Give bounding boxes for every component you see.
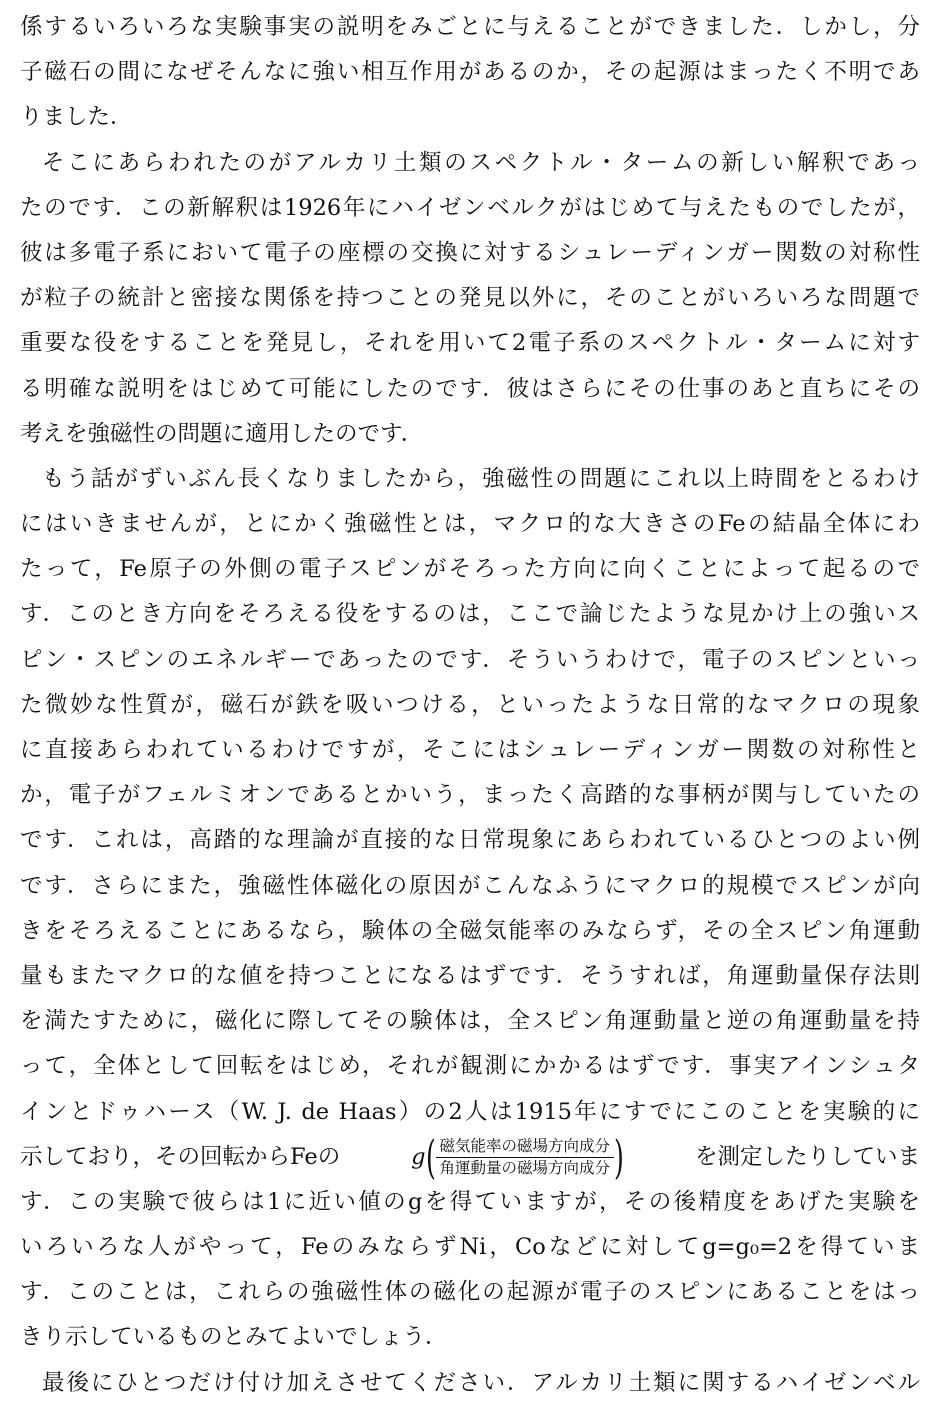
text-line: ピン・スピンのエネルギーであったのです．そういうわけで，電子のスピンといっ [20,646,920,673]
text-line: 彼は多電子系において電子の座標の交換に対するシュレーディンガー関数の対称性 [20,239,920,266]
text-line: って，全体として回転をはじめ，それが観測にかかるはずです．事実アインシュタ [20,1053,920,1080]
text-line: 重要な役をすることを発見し，それを用いて2電子系のスペクトル・タームに対す [20,330,920,357]
text-line: 子磁石の間になぜそんなに強い相互作用があるのか，その起源はまったく不明であ [20,59,920,86]
text-line: もう話がずいぶん長くなりましたから，強磁性の問題にこれ以上時間をとるわけ [42,465,920,492]
text-line: たのです．この新解釈は1926年にハイゼンベルクがはじめて与えたものでしたが， [20,194,920,221]
text-line: に直接あらわれているわけですが，そこにはシュレーディンガー関数の対称性と [20,737,920,763]
g-factor-formula [411,1130,624,1185]
text-line: いろいろな人がやって，FeのみならずNi，Coなどに対してg=g₀=2を得ていま [20,1234,920,1261]
document-page [20,0,920,1406]
text-line: です．これは，高踏的な理論が直接的な日常現象にあらわれているひとつのよい例 [20,827,920,854]
text-line: 量もまたマクロ的な値を持つことになるはずです．そうすれば，角運動量保存法則 [20,962,920,989]
formula-line [20,1130,920,1185]
text-line: す．このことは，これらの強磁性体の磁化の起源が電子のスピンにあることをはっ [20,1279,920,1306]
text-line: か，電子がフェルミオンであるとかいう，まったく高踏的な事柄が関与していたの [20,782,920,809]
text-line: 考えを強磁性の問題に適用したのです． [20,420,424,447]
formula-text-before: 示しており，その回転からFeの [20,1143,341,1170]
text-line: す．このとき方向をそろえる役をするのは，ここで論じたような見かけ上の強いス [20,601,920,628]
left-paren: ( [425,1130,436,1185]
text-line: にはいきませんが，とにかく強磁性とは，マクロ的な大きさのFeの結晶全体にわ [20,511,920,538]
text-line: が粒子の統計と密接な関係を持つことの発見以外に，そのことがいろいろな問題で [20,285,920,312]
fraction-numerator: 磁気能率の磁場方向成分 [436,1137,615,1158]
text-line: す．この実験で彼らは1に近い値のgを得ていますが，その後精度をあげた実験を [20,1188,920,1215]
text-line: る明確な説明をはじめて可能にしたのです．彼はさらにその仕事のあと直ちにその [20,375,920,402]
text-line: りました． [20,104,133,131]
formula-text-after: を測定したりしていま [694,1143,920,1170]
text-line: です．さらにまた，強磁性体磁化の原因がこんなふうにマクロ的規模でスピンが向 [20,872,920,899]
fraction-denominator: 角運動量の磁場方向成分 [439,1158,611,1177]
text-line: 係するいろいろな実験事実の説明をみごとに与えることができました．しかし，分 [20,14,920,40]
text-line: たって，Fe原子の外側の電子スピンがそろった方向に向くことによって起るので [20,556,920,583]
right-paren: ) [614,1130,624,1185]
text-line: インとドゥハース（W. J. de Haas）の2人は1915年にすでにこのことを実験的に [20,1098,920,1125]
text-line: た微妙な性質が，磁石が鉄を吸いつける，といったような日常的なマクロの現象 [20,691,920,718]
text-line: きり示しているものとみてよいでしょう． [20,1324,448,1351]
text-line: を満たすために，磁化に際してその験体は，全スピン角運動量と逆の角運動量を持 [20,1008,920,1035]
text-line: きをそろえることにあるなら，験体の全磁気能率のみならず，その全スピン角運動 [20,917,920,944]
fraction [436,1137,615,1178]
text-line: 最後にひとつだけ付け加えさせてください．アルカリ土類に関するハイゼンベル [42,1369,920,1396]
text-line: そこにあらわれたのがアルカリ土類のスペクトル・タームの新しい解釈であっ [42,149,920,176]
g-symbol: g [411,1143,426,1170]
